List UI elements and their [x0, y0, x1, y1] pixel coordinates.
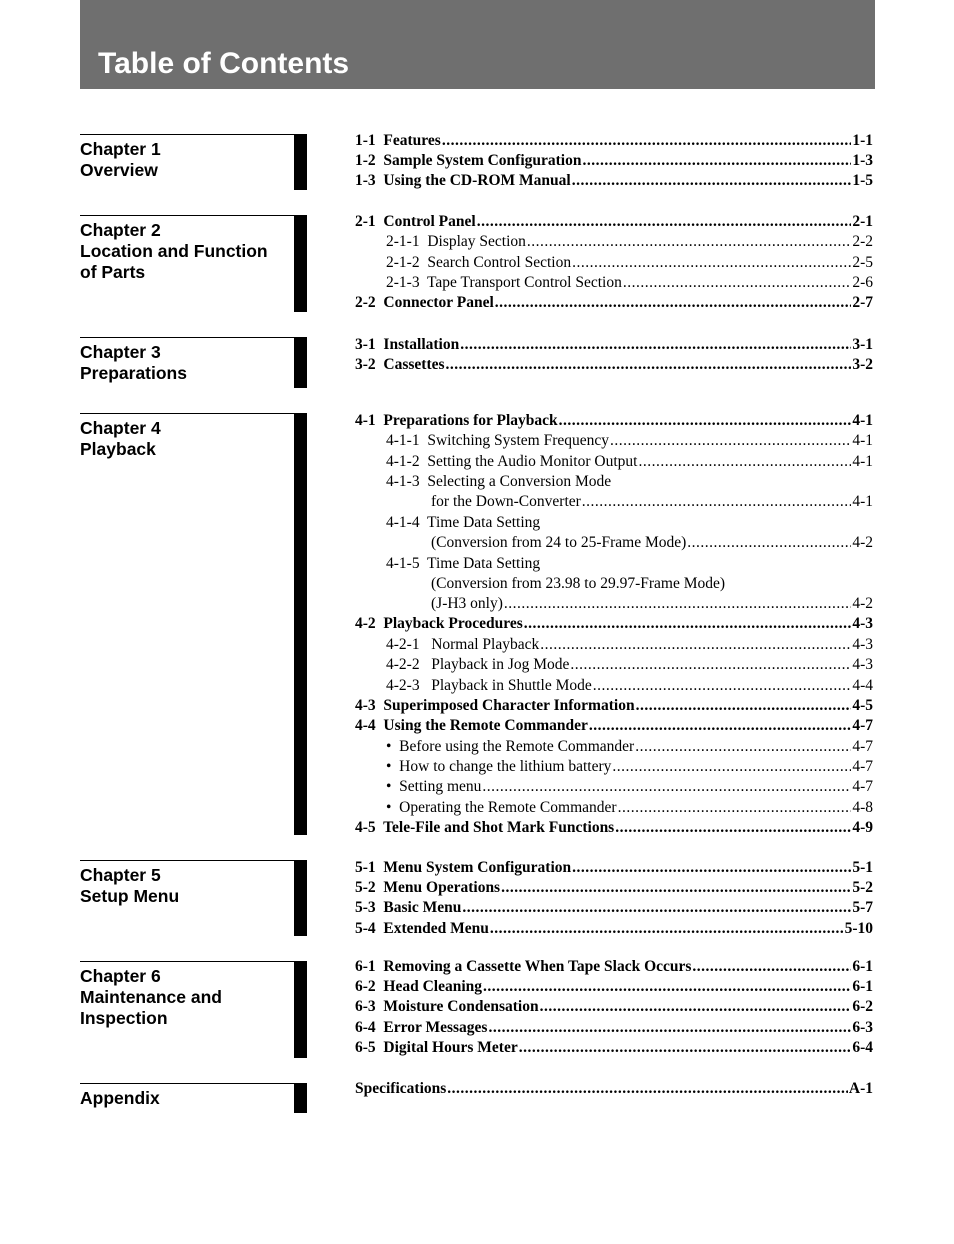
toc-page-number: 2-1	[852, 213, 873, 230]
chapter-title	[80, 1084, 285, 1109]
toc-page-number: 4-2	[852, 534, 873, 551]
toc-page-number: 4-3	[852, 636, 873, 653]
toc-entry[interactable]	[355, 472, 873, 492]
toc-leader-dots	[540, 997, 852, 1017]
toc-entry[interactable]	[355, 151, 873, 171]
toc-page-number: 1-5	[852, 172, 873, 189]
toc-page-number: 1-1	[852, 132, 873, 149]
toc-page-number: 4-1	[852, 432, 873, 449]
chapter-tab-bar	[294, 861, 307, 936]
toc-entry-label: 2-1-3 Tape Transport Control Section	[386, 274, 622, 291]
toc-entry[interactable]	[355, 737, 873, 757]
toc-entry-label: (J-H3 only)	[431, 595, 503, 612]
toc-leader-dots	[462, 898, 851, 918]
chapter-title-line: Chapter 1	[80, 139, 161, 159]
toc-leader-dots	[572, 858, 851, 878]
toc-entry[interactable]	[355, 411, 873, 431]
toc-entry[interactable]	[355, 171, 873, 191]
toc-entry-label: (Conversion from 24 to 25-Frame Mode)	[431, 534, 687, 551]
chapter-title	[80, 861, 285, 907]
toc-leader-dots	[483, 977, 851, 997]
toc-entry[interactable]	[355, 355, 873, 375]
toc-entry-label: 4-1-1 Switching System Frequency	[386, 432, 610, 449]
toc-page-number: 2-5	[852, 254, 873, 271]
toc-page-number: 2-6	[852, 274, 873, 291]
toc-leader-dots	[726, 574, 872, 594]
chapter-block-6[interactable]	[80, 961, 307, 1058]
toc-entry-label: 4-2-1 Normal Playback	[386, 636, 540, 653]
chapter-title-line: Overview	[80, 160, 158, 180]
toc-page-number: 5-10	[844, 920, 873, 937]
chapter-title-line: Chapter 4	[80, 418, 161, 438]
toc-entry-label: • How to change the lithium battery	[386, 758, 612, 775]
toc-entry[interactable]	[355, 635, 873, 655]
toc-entry-label: 2-1 Control Panel	[355, 213, 476, 230]
toc-leader-dots	[527, 232, 851, 252]
chapter-title	[80, 414, 285, 460]
toc-leader-dots	[447, 1079, 848, 1099]
toc-entry[interactable]	[355, 655, 873, 675]
toc-leader-dots	[636, 696, 852, 716]
toc-entry-label: 4-3 Superimposed Character Information	[355, 697, 635, 714]
toc-page-number: 6-1	[852, 978, 873, 995]
toc-entry-label: 4-1-3 Selecting a Conversion Mode	[386, 473, 612, 490]
chapter-block-4[interactable]	[80, 413, 307, 835]
toc-entry-label: 4-2-3 Playback in Shuttle Mode	[386, 677, 592, 694]
toc-entry[interactable]	[355, 798, 873, 818]
toc-entry[interactable]	[355, 293, 873, 313]
toc-entry-label: 4-1-5 Time Data Setting	[386, 555, 541, 572]
toc-leader-dots	[482, 777, 851, 797]
toc-leader-dots	[490, 919, 844, 939]
toc-leader-dots	[504, 594, 851, 614]
toc-leader-dots	[618, 798, 852, 818]
toc-leader-dots	[582, 151, 851, 171]
toc-leader-dots	[488, 1018, 851, 1038]
toc-leader-dots	[524, 614, 852, 634]
chapter-title-line: Maintenance and	[80, 987, 222, 1007]
toc-page-number: 6-4	[852, 1039, 873, 1056]
toc-entry[interactable]	[355, 757, 873, 777]
toc-leader-dots	[612, 757, 851, 777]
toc-entry[interactable]	[355, 232, 873, 252]
chapter-block-1[interactable]	[80, 134, 307, 190]
toc-entry[interactable]	[355, 554, 873, 574]
toc-leader-dots	[610, 431, 851, 451]
toc-entry[interactable]	[355, 898, 873, 918]
toc-entry-label: Specifications	[355, 1080, 447, 1097]
chapter-title-line: Preparations	[80, 363, 187, 383]
toc-leader-dots	[541, 513, 872, 533]
toc-leader-dots	[615, 818, 851, 838]
toc-leader-dots	[572, 171, 852, 191]
chapter-block-3[interactable]	[80, 337, 307, 388]
chapter-tab-bar	[294, 135, 307, 190]
toc-page-number: 4-7	[852, 717, 873, 734]
toc-entry-label: 4-5 Tele-File and Shot Mark Functions	[355, 819, 615, 836]
toc-page-number: 6-1	[852, 958, 873, 975]
chapter-title-line: Location and Function	[80, 241, 268, 261]
toc-entry-label: 6-3 Moisture Condensation	[355, 998, 539, 1015]
toc-entry[interactable]	[355, 696, 873, 716]
toc-leader-dots	[623, 273, 851, 293]
toc-leader-dots	[612, 472, 872, 492]
toc-page-number: 5-7	[852, 899, 873, 916]
chapter-block-5[interactable]	[80, 860, 307, 936]
toc-leader-dots	[638, 452, 851, 472]
chapter-title-line: Appendix	[80, 1088, 160, 1108]
chapter-block-2[interactable]	[80, 215, 307, 312]
toc-entry[interactable]	[355, 919, 873, 939]
toc-leader-dots	[572, 253, 851, 273]
toc-page-number: 4-1	[852, 493, 873, 510]
chapter-title-line: of Parts	[80, 262, 146, 282]
toc-entry[interactable]	[355, 431, 873, 451]
toc-page-number: 4-5	[852, 697, 873, 714]
toc-page-number: 4-8	[852, 799, 873, 816]
toc-leader-dots	[541, 554, 872, 574]
toc-leader-dots	[687, 533, 851, 553]
toc-leader-dots	[570, 655, 851, 675]
toc-entry[interactable]	[355, 212, 873, 232]
toc-entry[interactable]	[355, 273, 873, 293]
toc-leader-dots	[460, 335, 851, 355]
chapter-tab-bar	[294, 414, 307, 835]
toc-entry-label: 5-1 Menu System Configuration	[355, 859, 572, 876]
toc-page-number: 4-2	[852, 595, 873, 612]
toc-entry-label: 6-2 Head Cleaning	[355, 978, 483, 995]
chapter-title-line: Chapter 6	[80, 966, 161, 986]
chapter-title-line: Chapter 3	[80, 342, 161, 362]
toc-entry[interactable]	[355, 131, 873, 151]
toc-entry[interactable]	[355, 878, 873, 898]
toc-entry-label: (Conversion from 23.98 to 29.97-Frame Mode)	[431, 575, 726, 592]
toc-entry-label: 2-1-1 Display Section	[386, 233, 526, 250]
toc-entry-label: for the Down-Converter	[431, 493, 581, 510]
toc-entry[interactable]	[355, 1018, 873, 1038]
toc-entry-label: 1-1 Features	[355, 132, 441, 149]
toc-leader-dots	[593, 676, 852, 696]
toc-entry-label: • Operating the Remote Commander	[386, 799, 617, 816]
toc-entry-label: 4-1-2 Setting the Audio Monitor Output	[386, 453, 638, 470]
toc-page-number: 6-2	[852, 998, 873, 1015]
toc-page-number: 4-3	[852, 656, 873, 673]
toc-entry-label: 3-2 Cassettes	[355, 356, 445, 373]
toc-page-number: 4-9	[852, 819, 873, 836]
chapter-title-line: Chapter 5	[80, 865, 161, 885]
chapter-title-line: Chapter 2	[80, 220, 161, 240]
toc-entry-label: 4-2 Playback Procedures	[355, 615, 523, 632]
toc-entry-label: 1-2 Sample System Configuration	[355, 152, 582, 169]
toc-leader-dots	[442, 131, 852, 151]
toc-page-number: 4-7	[852, 738, 873, 755]
toc-page-number: 4-4	[852, 677, 873, 694]
toc-entry[interactable]	[355, 1079, 873, 1099]
toc-leader-dots	[519, 1038, 852, 1058]
toc-entry-label: • Setting menu	[386, 778, 482, 795]
toc-entry-label: 6-4 Error Messages	[355, 1019, 488, 1036]
toc-entry[interactable]	[355, 997, 873, 1017]
toc-entry[interactable]	[355, 492, 873, 512]
toc-entry-label: 3-1 Installation	[355, 336, 460, 353]
chapter-title	[80, 962, 285, 1029]
chapter-title	[80, 135, 285, 181]
toc-leader-dots	[559, 411, 852, 431]
chapter-tab-bar	[294, 1084, 307, 1113]
toc-page-number: 5-2	[852, 879, 873, 896]
chapter-title-line: Setup Menu	[80, 886, 180, 906]
toc-entry-label: 5-4 Extended Menu	[355, 920, 489, 937]
chapter-tab-bar	[294, 338, 307, 388]
toc-entry-label: 2-2 Connector Panel	[355, 294, 494, 311]
toc-entry[interactable]	[355, 614, 873, 634]
toc-page-number: 4-3	[852, 615, 873, 632]
page-title: Table of Contents	[98, 47, 350, 80]
chapter-title	[80, 338, 285, 384]
toc-entry[interactable]	[355, 513, 873, 533]
toc-page-number: 6-3	[852, 1019, 873, 1036]
toc-entry-label: 1-3 Using the CD-ROM Manual	[355, 172, 571, 189]
toc-page-number: 2-7	[852, 294, 873, 311]
toc-entry[interactable]	[355, 777, 873, 797]
toc-entry[interactable]	[355, 594, 873, 614]
toc-entry[interactable]	[355, 716, 873, 736]
chapter-block-7[interactable]	[80, 1083, 307, 1113]
toc-page-number: 1-3	[852, 152, 873, 169]
toc-page-number: 3-2	[852, 356, 873, 373]
toc-page-number: 4-1	[852, 412, 873, 429]
toc-page-number: 4-7	[852, 758, 873, 775]
toc-entry-label: 4-1-4 Time Data Setting	[386, 514, 541, 531]
toc-entry[interactable]	[355, 818, 873, 838]
toc-entry[interactable]	[355, 253, 873, 273]
toc-entry-label: 4-2-2 Playback in Jog Mode	[386, 656, 570, 673]
toc-entry-label: 2-1-2 Search Control Section	[386, 254, 572, 271]
toc-entry-label: 5-3 Basic Menu	[355, 899, 462, 916]
toc-entry[interactable]	[355, 574, 873, 594]
toc-page-number: 3-1	[852, 336, 873, 353]
toc-page-number: 2-2	[852, 233, 873, 250]
toc-leader-dots	[692, 957, 851, 977]
toc-entry[interactable]	[355, 1038, 873, 1058]
toc-leader-dots	[540, 635, 851, 655]
toc-entry[interactable]	[355, 335, 873, 355]
toc-entry-label: • Before using the Remote Commander	[386, 738, 635, 755]
toc-leader-dots	[446, 355, 852, 375]
toc-leader-dots	[635, 737, 851, 757]
toc-entry-label: 6-5 Digital Hours Meter	[355, 1039, 518, 1056]
toc-leader-dots	[582, 492, 852, 512]
toc-entry-label: 4-1 Preparations for Playback	[355, 412, 558, 429]
toc-leader-dots	[495, 293, 852, 313]
toc-page-number: 4-7	[852, 778, 873, 795]
toc-leader-dots	[477, 212, 852, 232]
toc-entry-label: 6-1 Removing a Cassette When Tape Slack Occurs	[355, 958, 692, 975]
toc-entry-label: 5-2 Menu Operations	[355, 879, 501, 896]
toc-page-number: 4-1	[852, 453, 873, 470]
toc-entry[interactable]	[355, 957, 873, 977]
chapter-title-line: Playback	[80, 439, 156, 459]
toc-entry[interactable]	[355, 676, 873, 696]
chapter-tab-bar	[294, 216, 307, 312]
toc-page-number: A-1	[848, 1080, 873, 1097]
toc-page-number: 5-1	[852, 859, 873, 876]
chapter-tab-bar	[294, 962, 307, 1058]
page-header	[80, 0, 875, 89]
toc-entry-label: 4-4 Using the Remote Commander	[355, 717, 588, 734]
toc-leader-dots	[501, 878, 851, 898]
chapter-title-line: Inspection	[80, 1008, 168, 1028]
toc-entry[interactable]	[355, 977, 873, 997]
toc-leader-dots	[589, 716, 851, 736]
toc-entry[interactable]	[355, 452, 873, 472]
chapter-title	[80, 216, 285, 283]
toc-entry[interactable]	[355, 533, 873, 553]
toc-entry[interactable]	[355, 858, 873, 878]
